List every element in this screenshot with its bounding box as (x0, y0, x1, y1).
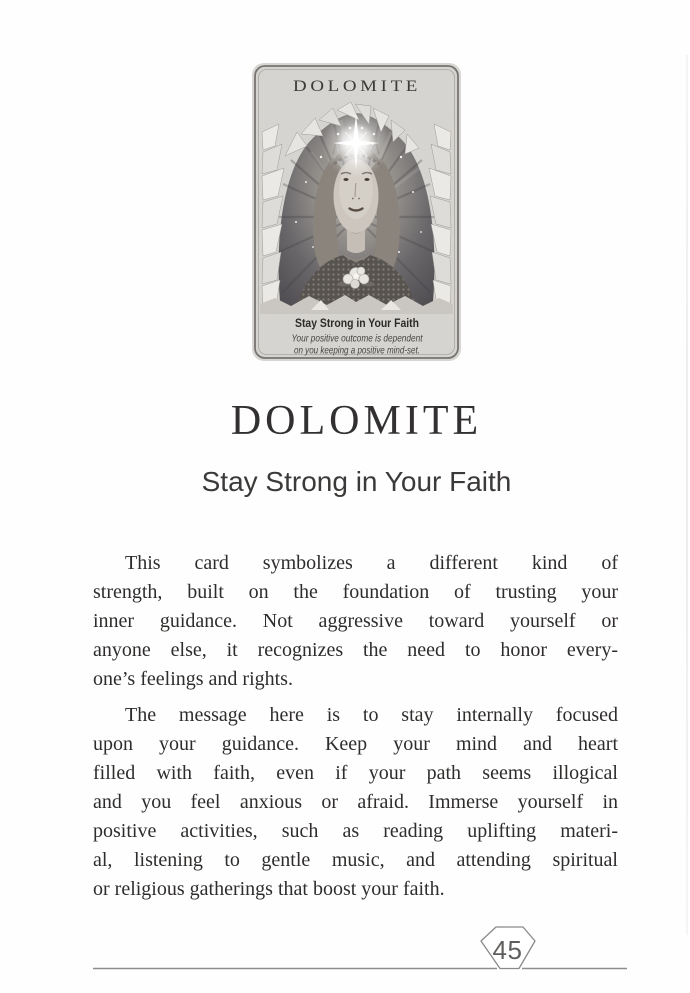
scan-edge-shadow (686, 55, 688, 935)
body-line: and you feel anxious or afraid. Immerse yourself in (93, 791, 618, 813)
body-text (93, 549, 618, 904)
oracle-card-svg (251, 62, 462, 362)
paragraph (93, 549, 618, 694)
card-caption-bold: Stay Strong in Your Faith (295, 316, 419, 330)
body-line: The message here is to stay internally focused (125, 704, 618, 726)
card-title: DOLOMITE (293, 78, 421, 95)
body-line: This card symbolizes a different kind of (125, 552, 618, 574)
body-line: one’s feelings and rights. (93, 668, 293, 690)
star-glow-icon (322, 110, 390, 178)
page-subtitle: Stay Strong in Your Faith (201, 466, 512, 497)
body-line: al, listening to gentle music, and attending spiritual (93, 849, 618, 871)
body-line: inner guidance. Not aggressive toward yourself or (93, 610, 618, 632)
body-line: filled with faith, even if your path seems illogical (93, 762, 618, 784)
card-caption-italic-line1: Your positive outcome is dependent (291, 332, 424, 345)
body-line: strength, built on the foundation of trusting your (93, 581, 618, 603)
paragraph (93, 701, 618, 904)
body-line: or religious gatherings that boost your faith. (93, 878, 445, 900)
page-footer (0, 915, 690, 993)
page-title: DOLOMITE (230, 398, 483, 444)
page-number: 45 (492, 935, 523, 965)
card-caption-italic-line2: on you keeping a positive mind-set. (294, 344, 420, 357)
body-line: positive activities, such as reading uplifting materi- (93, 820, 618, 842)
oracle-card-image (251, 62, 462, 362)
body-line: anyone else, it recognizes the need to honor every- (93, 639, 618, 661)
body-line: upon your guidance. Keep your mind and heart (93, 733, 618, 755)
